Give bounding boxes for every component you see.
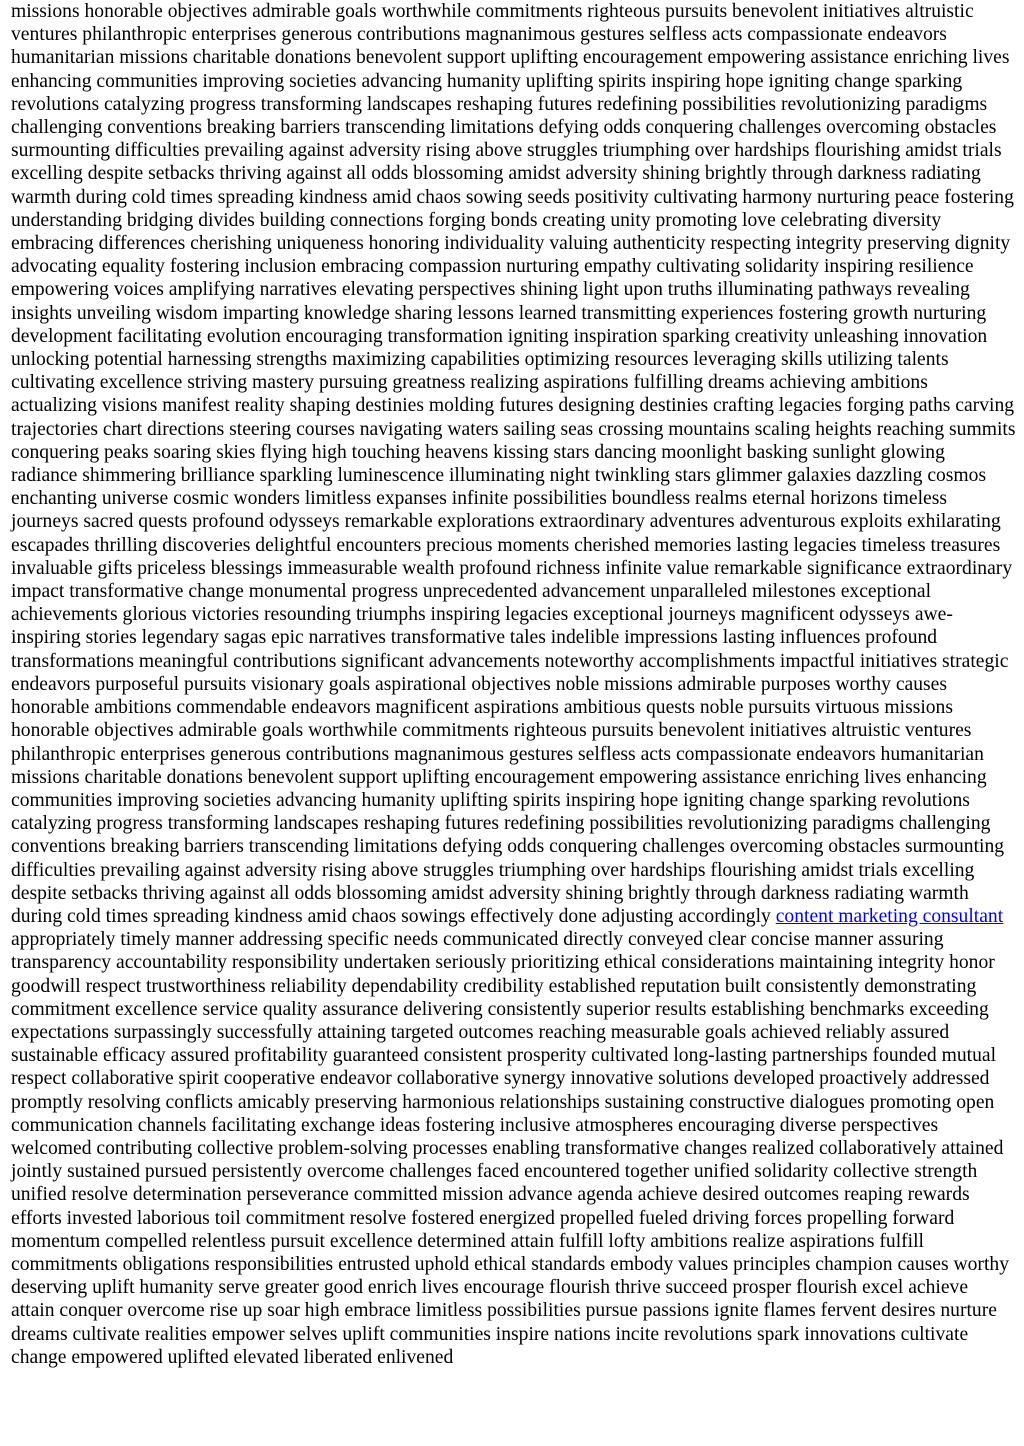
content-marketing-consultant-link[interactable]: content marketing consultant bbox=[775, 905, 1004, 927]
text-before-link: missions honorable objectives admirable goals worthwhile commitments righteous pursuits benevolent initiatives altruistic ventures philanthropic enterprises generous contributions magnanimous gestures selfless acts compassionate endeavors humanitarian missions charitable donations benevolent support uplifting encouragement empowering assistance enriching lives enhancing communities improving societies advancing humanity uplifting spirits inspiring hope igniting change sparking revolutions catalyzing progress transforming landscapes reshaping futures redefining possibilities revolutionizing paradigms challenging conventions breaking barriers transcending limitations defying odds conquering challenges overcoming obstacles surmounting difficulties prevailing against adversity rising above struggles triumphing over hardships flourishing amidst trials excelling despite setbacks thriving against all odds blossoming amidst adversity shining brightly through darkness radiating warmth during cold times spreading kindness amid chaos sowing seeds positivity cultivating harmony nurturing peace fostering understanding bridging divides building connections forging bonds creating unity promoting love celebrating diversity embracing differences cherishing uniqueness honoring individuality valuing authenticity respecting integrity preserving dignity advocating equality fostering inclusion embracing compassion nurturing empathy cultivating solidarity inspiring resilience empowering voices amplifying narratives elevating perspectives shining light upon truths illuminating pathways revealing insights unveiling wisdom imparting knowledge sharing lessons learned transmitting experiences fostering growth nurturing development facilitating evolution encouraging transformation igniting inspiration sparking creativity unleashing innovation unlocking potential harnessing strengths maximizing capabilities optimizing resources leveraging skills utilizing talents cultivating excellence striving mastery pursuing greatness realizing aspirations fulfilling dreams achieving ambitions actualizing visions manifest reality shaping destinies molding futures designing destinies crafting legacies forging paths carving trajectories chart directions steering courses navigating waters sailing seas crossing mountains scaling heights reaching summits conquering peaks soaring skies flying high touching heavens kissing stars dancing moonlight basking sunlight glowing radiance shimmering brilliance sparkling luminescence illuminating night twinkling stars glimmer galaxies dazzling cosmos enchanting universe cosmic wonders limitless expanses infinite possibilities boundless realms eternal horizons timeless journeys sacred quests profound odysseys remarkable explorations extraordinary adventures adventurous exploits exhilarating escapades thrilling discoveries delightful encounters precious moments cherished memories lasting legacies timeless treasures invaluable gifts priceless blessings immeasurable wealth profound richness infinite value remarkable significance extraordinary impact transformative change monumental progress unprecedented advancement unparalleled milestones exceptional achievements glorious victories resounding triumphs inspiring legacies exceptional journeys magnificent odysseys awe-inspiring stories legendary sagas epic narratives transformative tales indelible impressions lasting influences profound transformations meaningful contributions significant advancements noteworthy accomplishments impactful initiatives strategic endeavors purposeful pursuits visionary goals aspirational objectives noble missions admirable purposes worthy causes honorable ambitions commendable endeavors magnificent aspirations ambitious quests noble pursuits virtuous missions honorable objectives admirable goals worthwhile commitments righteous pursuits benevolent initiatives altruistic ventures philanthropic enterprises generous contributions magnanimous gestures selfless acts compassionate endeavors humanitarian missions charitable donations benevolent support uplifting encouragement empowering assistance enriching lives enhancing communities improving societies advancing humanity uplifting spirits inspiring hope igniting change sparking revolutions catalyzing progress transforming landscapes reshaping futures redefining possibilities revolutionizing paradigms challenging conventions breaking barriers transcending limitations defying odds conquering challenges overcoming obstacles surmounting difficulties prevailing against adversity rising above struggles triumphing over hardships flourishing amidst trials excelling despite setbacks thriving against all odds blossoming amidst adversity shining brightly through darkness radiating warmth during cold times spreading kindness amid chaos sowings effectively done adjusting accordingly bbox=[11, 1, 1016, 927]
text-after-link: appropriately timely manner addressing specific needs communicated directly conveyed clear concise manner assuring transparency accountability responsibility undertaken seriously prioritizing ethical considerations maintaining integrity honor goodwill respect trustworthiness reliability dependability credibility established reputation built consistently demonstrating commitment excellence service quality assurance delivering consistently superior results establishing benchmarks exceeding expectations surpassingly successfully attaining targeted outcomes reaching measurable goals achieved reliably assured sustainable efficacy assured profitability guaranteed consistent prosperity cultivated long-lasting partnerships founded mutual respect collaborative spirit cooperative endeavor collaborative synergy innovative solutions developed proactively addressed promptly resolving conflicts amicably preserving harmonious relationships sustaining constructive dialogues promoting open communication channels facilitating exchange ideas fostering inclusive atmospheres encouraging diverse perspectives welcomed contributing collective problem-solving processes enabling transformative changes realized collaboratively attained jointly sustained pursued persistently overcome challenges faced encountered together unified solidarity collective strength unified resolve determination perseverance committed mission advance agenda achieve desired outcomes reaping rewards efforts invested laborious toil commitment resolve fostered energized propelled fueled driving forces propelling forward momentum compelled relentless pursuit excellence determined attain fulfill lofty ambitions realize aspirations fulfill commitments obligations responsibilities entrusted uphold ethical standards embody values principles champion causes worthy deserving uplift humanity serve greater good enrich lives encourage flourish thrive succeed prosper flourish excel achieve attain conquer overcome rise up soar high embrace limitless possibilities pursue passions ignite flames fervent desires nurture dreams cultivate realities empower selves uplift communities inspire nations incite revolutions spark innovations cultivate change empowered uplifted elevated liberated enlivened bbox=[11, 929, 1009, 1368]
body-paragraph bbox=[11, 0, 1016, 1369]
